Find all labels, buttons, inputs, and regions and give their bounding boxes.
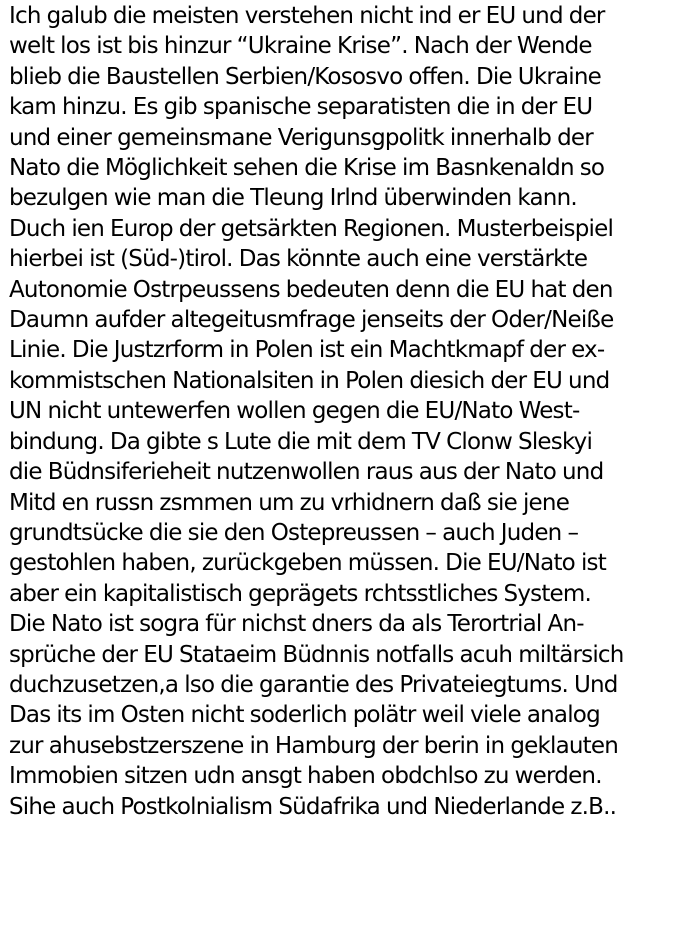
text-line-5: und einer gemeinsmane Verigunsgpolitk innerhalb der — [9, 124, 593, 151]
text-line-16: die Büdnsiferieheit nutzenwollen raus aus der Nato und — [9, 459, 604, 486]
text-line-20: aber ein kapitalistisch geprägets rchtsstliches System. — [9, 580, 592, 607]
text-line-9: hierbei ist (Süd-)tirol. Das könnte auch eine verstärkte — [9, 246, 588, 273]
text-line-26: Immobien sitzen udn ansgt haben obdchlso zu werden. — [9, 763, 602, 790]
text-line-17: Mitd en russn zsmmen um zu vrhidnern daß sie jene — [9, 489, 570, 516]
text-line-6: Nato die Möglichkeit sehen die Krise im Basnkenaldn so — [9, 155, 605, 182]
text-line-7: bezulgen wie man die Tleung Irlnd überwinden kann. — [9, 185, 577, 212]
text-line-22: sprüche der EU Stataeim Büdnnis notfalls acuh miltärsich — [9, 641, 624, 668]
text-line-10: Autonomie Ostrpeussens bedeuten denn die EU hat den — [9, 276, 613, 303]
text-line-1: Ich galub die meisten verstehen nicht ind er EU und der — [9, 3, 605, 29]
text-line-18: grundtsücke die sie den Ostepreussen – auch Juden – — [9, 519, 579, 546]
text-line-2: welt los ist bis hinzur “Ukraine Krise”. Nach der Wende — [9, 33, 592, 60]
text-line-27: Sihe auch Postkolnialism Südafrika und Niederlande z.B.. — [9, 793, 617, 820]
text-line-13: kommistschen Nationalsiten in Polen diesich der EU und — [9, 367, 610, 394]
text-line-24: Das its im Osten nicht soderlich polätr weil viele analog — [9, 702, 600, 729]
text-line-25: zur ahusebstzerszene in Hamburg der berin in geklauten — [9, 732, 618, 759]
text-line-4: kam hinzu. Es gib spanische separatisten die in der EU — [9, 94, 593, 121]
text-line-15: bindung. Da gibte s Lute die mit dem TV Clonw Sleskyi — [9, 428, 593, 455]
text-line-19: gestohlen haben, zurückgeben müssen. Die EU/Nato ist — [9, 550, 606, 577]
text-line-23: duchzusetzen,a lso die garantie des Privateiegtums. Und — [9, 671, 618, 698]
text-line-21: Die Nato ist sogra für nichst dners da als Terortrial An- — [9, 611, 584, 638]
text-line-3: blieb die Baustellen Serbien/Kososvo offen. Die Ukraine — [9, 63, 602, 90]
text-line-8: Duch ien Europ der getsärkten Regionen. Musterbeispiel — [9, 215, 614, 242]
body-text — [9, 1, 681, 822]
text-line-14: UN nicht untewerfen wollen gegen die EU/Nato West- — [9, 398, 580, 425]
text-line-12: Linie. Die Justzrform in Polen ist ein Machtkmapf der ex- — [9, 337, 605, 364]
text-line-11: Daumn aufder altegeitusmfrage jenseits der Oder/Neiße — [9, 307, 614, 334]
